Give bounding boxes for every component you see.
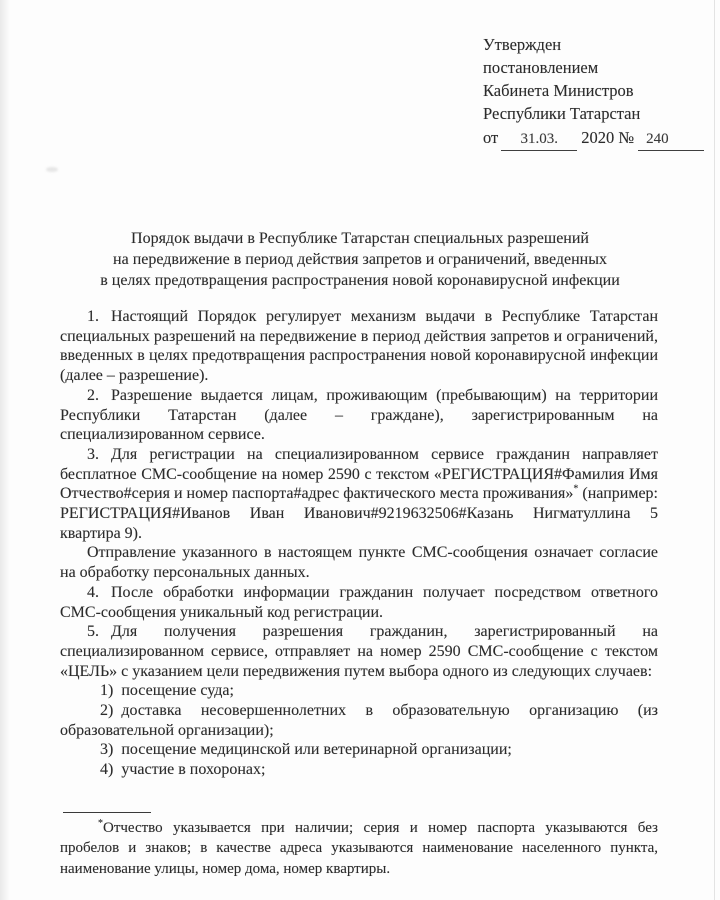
document-title bbox=[61, 229, 659, 291]
paragraph-1 bbox=[60, 307, 658, 386]
title-line: в целях предотвращения распространения новой коронавирусной инфекции bbox=[100, 271, 620, 289]
list-item-2 bbox=[60, 701, 658, 740]
approval-line: Утвержден bbox=[483, 35, 562, 54]
paragraph-number: 2. bbox=[87, 386, 99, 404]
list-item-number: 2) bbox=[100, 702, 114, 720]
paragraph-text: Для регистрации на специализированном сервисе гражданин направляет бесплатное СМС-сообщение на номер 2590 с текстом «РЕГИСТРАЦИЯ#Фамилия Имя Отчество#серия и номер паспорта#адрес фактического места проживания» bbox=[60, 445, 658, 503]
numero-sign: № bbox=[618, 128, 635, 147]
paragraph-number: 3. bbox=[87, 445, 99, 463]
footnote-reference-mark: * bbox=[98, 818, 103, 829]
paragraph-4 bbox=[60, 583, 658, 622]
scan-edge-left bbox=[0, 0, 10, 900]
list-item-number: 1) bbox=[100, 682, 114, 700]
list-item-text: посещение медицинской или ветеринарной организации; bbox=[121, 741, 512, 759]
footnote-block bbox=[60, 812, 658, 879]
paragraph-sms-consent bbox=[60, 543, 658, 582]
list-item-number: 4) bbox=[100, 761, 114, 779]
paragraph-text: Отправление указанного в настоящем пункте СМС-сообщения означает согласие на обработку персональных данных. bbox=[60, 544, 658, 582]
approval-block bbox=[483, 33, 704, 151]
approval-line: постановлением bbox=[483, 58, 599, 77]
date-prefix: от bbox=[483, 128, 499, 147]
title-line: на передвижение в период действия запретов и ограничений, введенных bbox=[113, 250, 607, 268]
footnote-text: Отчество указывается при наличии; серия и номер паспорта указываются без пробелов и знаков; в качестве адреса указываются наименование населенного пункта, наименование улицы, номер дома, номер квартиры. bbox=[60, 820, 658, 877]
paragraph-number: 5. bbox=[87, 623, 99, 641]
paragraph-number: 1. bbox=[87, 308, 99, 325]
paragraph-5 bbox=[60, 622, 658, 681]
list-item-text: доставка несовершеннолетних в образовательную организацию (из образовательной организации); bbox=[60, 702, 658, 739]
list-item-4 bbox=[60, 760, 658, 780]
list-item-text: посещение суда; bbox=[121, 682, 234, 700]
paragraph-text: Разрешение выдается лицам, проживающим (пребывающим) на территории Республики Татарстан (далее – граждане), зарегистрированным на специализированном сервисе. bbox=[60, 386, 658, 444]
approval-line: Кабинета Министров bbox=[483, 81, 634, 100]
paragraph-number: 4. bbox=[87, 583, 99, 601]
paragraph-3 bbox=[60, 445, 658, 544]
list-item-3 bbox=[60, 740, 658, 760]
list-item-number: 3) bbox=[100, 741, 114, 759]
footnote-text-paragraph bbox=[60, 818, 658, 879]
footnote-reference-mark: * bbox=[573, 484, 579, 495]
footnote-separator bbox=[63, 812, 151, 813]
document-number-field: 240 bbox=[638, 129, 704, 151]
title-line: Порядок выдачи в Республике Татарстан специальных разрешений bbox=[131, 230, 589, 247]
scan-edge-right bbox=[714, 0, 715, 900]
date-year: 2020 bbox=[581, 128, 615, 147]
paragraph-text: Для получения разрешения гражданин, зарегистрированный на специализированном сервисе, отправляет на номер 2590 СМС-сообщение с текстом «ЦЕЛЬ» с указанием цели передвижения путем выбора одного из следующих случаев: bbox=[60, 623, 658, 680]
list-item-text: участие в похоронах; bbox=[121, 761, 266, 779]
scan-artifact bbox=[46, 167, 58, 172]
paragraph-text: После обработки информации гражданин получает посредством ответного СМС-сообщения уникальный код регистрации. bbox=[60, 583, 658, 621]
approval-date-line bbox=[483, 126, 704, 151]
paragraph-text: Настоящий Порядок регулирует механизм выдачи в Республике Татарстан специальных разрешений на передвижение в период действия запретов и ограничений, введенных в целях предотвращения распространения новой коронавирусной инфекции (далее – разрешение). bbox=[60, 308, 658, 385]
approval-line: Республики Татарстан bbox=[483, 104, 641, 123]
paragraph-2 bbox=[60, 386, 658, 445]
list-item-1 bbox=[60, 681, 658, 701]
paragraph-text: (например: РЕГИСТРАЦИЯ#Иванов Иван Иванович#9219632506#Казань Нигматуллина 5 квартира 9). bbox=[60, 485, 658, 542]
date-day-month-field: 31.03. bbox=[501, 129, 577, 151]
document-body bbox=[60, 307, 658, 780]
